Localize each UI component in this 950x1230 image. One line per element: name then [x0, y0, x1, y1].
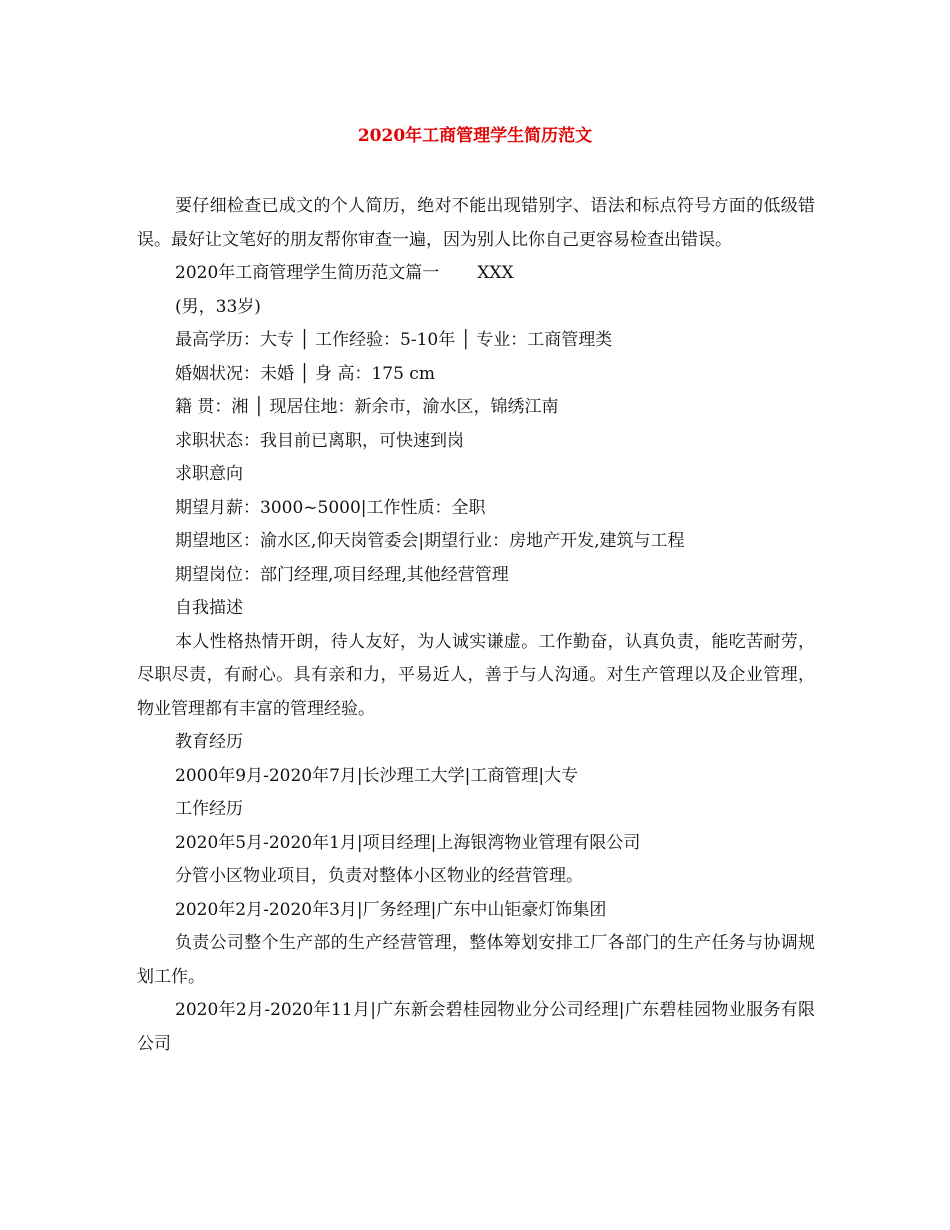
work-item-header: 2020年2月-2020年11月|广东新会碧桂园物业分公司经理|广东碧桂园物业服务有限公司 — [137, 1000, 815, 1054]
job-status: 求职状态：我目前已离职，可快速到岗 — [175, 430, 464, 451]
candidate-name: XXX — [477, 263, 514, 283]
work-item-header: 2020年2月-2020年3月|厂务经理|广东中山钜豪灯饰集团 — [175, 899, 607, 920]
gender-age: (男，33岁) — [175, 296, 261, 317]
work-heading: 工作经历 — [175, 799, 243, 819]
position-line: 期望岗位：部门经理,项目经理,其他经营管理 — [175, 564, 509, 585]
education-item: 2000年9月-2020年7月|长沙理工大学|工商管理|大专 — [175, 765, 579, 786]
origin-line: 籍 贯：湘 │ 现居住地：新余市，渝水区，锦绣江南 — [175, 397, 559, 417]
salary-line: 期望月薪：3000~5000|工作性质：全职 — [175, 497, 486, 518]
work-item-description: 负责公司整个生产部的生产经营管理，整体筹划安排工厂各部门的生产任务与协调规划工作。 — [137, 933, 815, 987]
document-title: 2020年工商管理学生简历范文 — [357, 126, 593, 146]
work-item-description: 分管小区物业项目，负责对整体小区物业的经营管理。 — [175, 866, 583, 886]
region-line: 期望地区：渝水区,仰天岗管委会|期望行业：房地产开发,建筑与工程 — [175, 531, 685, 551]
work-item-header: 2020年5月-2020年1月|项目经理|上海银湾物业管理有限公司 — [175, 832, 641, 853]
self-description: 本人性格热情开朗，待人友好，为人诚实谦虚。工作勤奋，认真负责，能吃苦耐劳，尽职尽责，有耐心。具有亲和力，平易近人，善于与人沟通。对生产管理以及企业管理，物业管理都有丰富的管理经验。 — [137, 631, 815, 719]
intent-heading: 求职意向 — [175, 464, 243, 484]
document-body — [137, 190, 815, 1061]
marital-line: 婚姻状况：未婚 │ 身 高：175 cm — [175, 363, 435, 384]
resume-heading-line — [137, 257, 815, 291]
education-heading: 教育经历 — [175, 732, 243, 752]
education-line: 最高学历：大专 │ 工作经验：5-10年 │ 专业：工商管理类 — [175, 330, 613, 350]
self-heading: 自我描述 — [175, 598, 243, 618]
intro-paragraph: 要仔细检查已成文的个人简历，绝对不能出现错别字、语法和标点符号方面的低级错误。最好让文笔好的朋友帮你审查一遍，因为别人比你自己更容易检查出错误。 — [137, 196, 815, 250]
resume-heading: 2020年工商管理学生简历范文篇一 — [175, 263, 440, 283]
